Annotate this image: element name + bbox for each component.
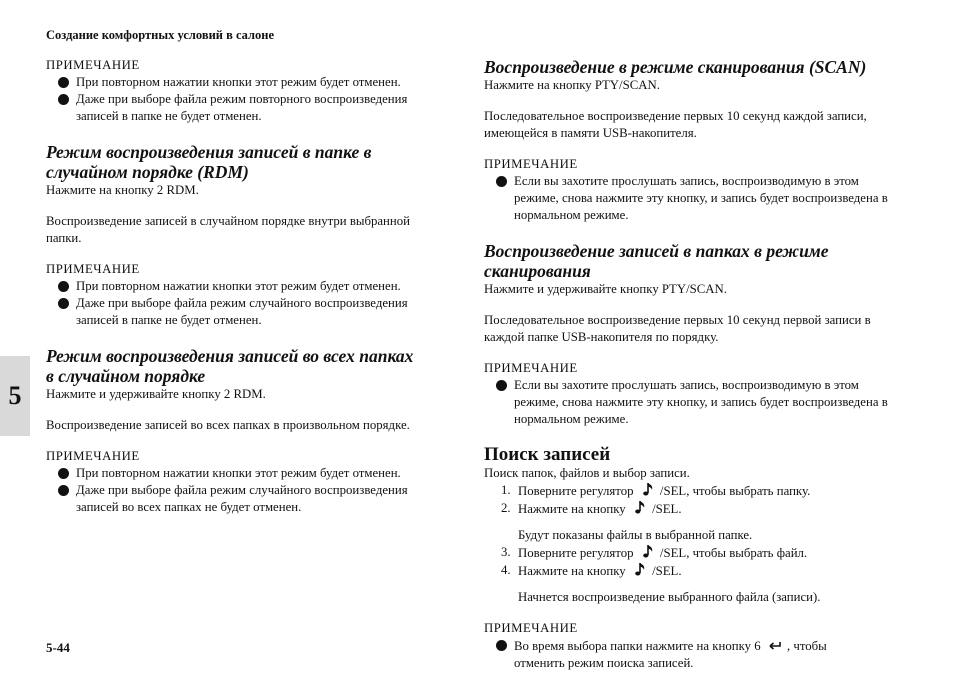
section-title-all-random (46, 346, 446, 386)
step-text: Поверните регулятор (518, 484, 634, 498)
note-text: Даже при выборе файла режим случайного воспроизведения записей во всех папках не будет отменен. (76, 483, 408, 514)
note-item (46, 465, 446, 482)
step-number: 4. (501, 563, 511, 577)
title-line: Воспроизведение записей в папках в режиме (484, 241, 829, 261)
title-line: Режим воспроизведения записей во всех папках (46, 346, 414, 366)
bullet-icon (58, 485, 69, 496)
note-text: Если вы захотите прослушать запись, воспроизводимую в этом режиме, снова нажмите эту кнопку, и запись будет воспроизведена в нормальном режиме. (514, 378, 888, 426)
note-title: ПРИМЕЧАНИЕ (484, 621, 578, 635)
note-item (46, 295, 446, 329)
note-title: ПРИМЕЧАНИЕ (46, 58, 140, 72)
step-text: Нажмите на кнопку (518, 502, 626, 516)
step-text: /SEL. (652, 502, 682, 516)
description: Последовательное воспроизведение первых 10 секунд каждой записи, имеющейся в памяти USB-накопителя. (484, 109, 867, 140)
chapter-tab: 5 (0, 356, 30, 436)
step-result: Будут показаны файлы в выбранной папке. (518, 528, 753, 542)
section-title-rdm: Режим воспроизведения записей в папке в случайном порядке (RDM) (46, 142, 372, 182)
step (484, 544, 904, 562)
title-line: сканирования (484, 261, 591, 281)
note-item (46, 91, 446, 125)
section-title-scan: Воспроизведение в режиме сканирования (SCAN) (484, 57, 867, 77)
note-text: Даже при выборе файла режим повторного воспроизведения записей в папке не будет отменен. (76, 92, 408, 123)
music-note-icon (640, 482, 656, 498)
step-number: 3. (501, 545, 511, 559)
right-column (484, 57, 904, 672)
instruction: Нажмите на кнопку 2 RDM. (46, 183, 199, 197)
bullet-icon (58, 281, 69, 292)
bullet-icon (496, 380, 507, 391)
note-item (46, 74, 446, 91)
instruction: Нажмите на кнопку PTY/SCAN. (484, 78, 660, 92)
step-number: 1. (501, 483, 511, 497)
note-title: ПРИМЕЧАНИЕ (46, 262, 140, 276)
title-line: в случайном порядке (46, 366, 206, 386)
bullet-icon (58, 77, 69, 88)
bullet-icon (58, 468, 69, 479)
music-note-icon (632, 500, 648, 516)
intro: Поиск папок, файлов и выбор записи. (484, 466, 690, 480)
step-text: /SEL. (652, 564, 682, 578)
note-text: Даже при выборе файла режим случайного воспроизведения записей в папке не будет отменен. (76, 296, 408, 327)
section-title-folder-scan (484, 241, 904, 281)
note-text: При повторном нажатии кнопки этот режим будет отменен. (76, 466, 401, 480)
description: Воспроизведение записей в случайном порядке внутри выбранной папки. (46, 214, 410, 245)
note-item (484, 377, 904, 428)
left-column (46, 57, 446, 516)
note-item (46, 482, 446, 516)
bullet-icon (58, 94, 69, 105)
note-item (484, 173, 904, 224)
note-text: Если вы захотите прослушать запись, воспроизводимую в этом режиме, снова нажмите эту кнопку, и запись будет воспроизведена в нормальном режиме. (514, 174, 888, 222)
section-title-search: Поиск записей (484, 444, 611, 465)
step-text: Поверните регулятор (518, 546, 634, 560)
bullet-icon (496, 640, 507, 651)
note-text: отменить режим поиска записей. (514, 656, 694, 670)
note-text: При повторном нажатии кнопки этот режим будет отменен. (76, 279, 401, 293)
note-title: ПРИМЕЧАНИЕ (484, 361, 578, 375)
step-text: /SEL, чтобы выбрать папку. (659, 484, 811, 498)
page-header: Создание комфортных условий в салоне (46, 28, 275, 42)
return-arrow-icon (767, 637, 783, 653)
music-note-icon (640, 544, 656, 560)
note-block (46, 448, 446, 516)
note-text: , чтобы (787, 639, 827, 653)
note-block (484, 156, 904, 224)
note-text: Во время выбора папки нажмите на кнопку 6 (514, 639, 761, 653)
note-text: При повторном нажатии кнопки этот режим будет отменен. (76, 75, 401, 89)
note-item (484, 637, 904, 672)
note-block (46, 57, 446, 125)
step-text: Нажмите на кнопку (518, 564, 626, 578)
note-title: ПРИМЕЧАНИЕ (484, 157, 578, 171)
page-number: 5-44 (46, 640, 70, 655)
step-text: /SEL, чтобы выбрать файл. (659, 546, 808, 560)
instruction: Нажмите и удерживайте кнопку 2 RDM. (46, 387, 266, 401)
step (484, 562, 904, 580)
note-item (46, 278, 446, 295)
description: Воспроизведение записей во всех папках в произвольном порядке. (46, 418, 410, 432)
bullet-icon (58, 298, 69, 309)
step (484, 482, 904, 500)
step (484, 500, 904, 518)
step-number: 2. (501, 501, 511, 515)
note-block (484, 360, 904, 428)
bullet-icon (496, 176, 507, 187)
step-result: Начнется воспроизведение выбранного файла (записи). (518, 590, 821, 604)
note-block (46, 261, 446, 329)
note-block (484, 620, 904, 672)
instruction: Нажмите и удерживайте кнопку PTY/SCAN. (484, 282, 727, 296)
note-title: ПРИМЕЧАНИЕ (46, 449, 140, 463)
music-note-icon (632, 562, 648, 578)
description: Последовательное воспроизведение первых 10 секунд первой записи в каждой папке USB-накопителя по порядку. (484, 313, 871, 344)
